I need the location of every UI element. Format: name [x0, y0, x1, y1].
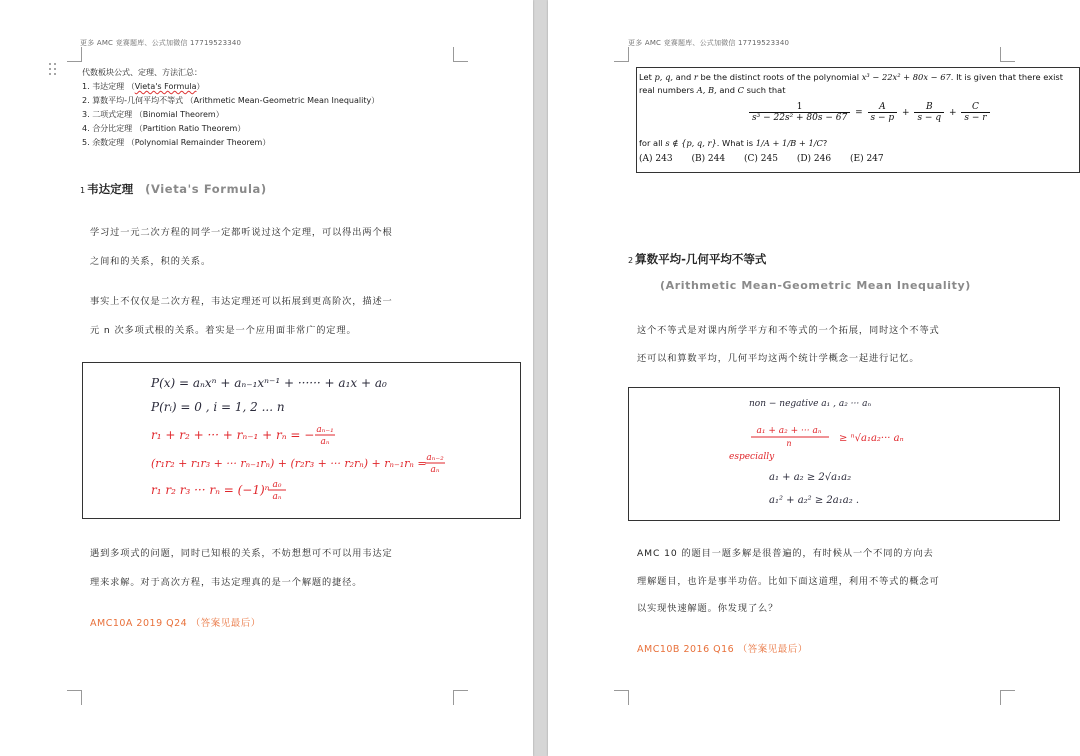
figure-line: a₁ + a₂ ≥ 2√a₁a₂ — [769, 472, 852, 483]
crop-mark — [453, 47, 468, 62]
answer-choices — [639, 154, 900, 164]
crop-mark — [614, 47, 629, 62]
paragraph-line: 事实上不仅仅是二次方程，韦达定理还可以拓展到更高阶次，描述一 — [90, 296, 393, 307]
paragraph-line: 这个不等式是对课内所学平方和不等式的一个拓展，同时这个不等式 — [637, 325, 940, 336]
problem-line: real numbers A, B, and C such that — [639, 85, 786, 95]
section-2-title: 2 算数平均-几何平均不等式 — [628, 252, 767, 266]
svg-text:aₙ: aₙ — [320, 437, 330, 447]
svg-text:aₙ₋₁: aₙ₋₁ — [316, 425, 334, 435]
problem-line: Let p, q, and r be the distinct roots of the polynomial x³ − 22x² + 80x − 67. It is given that there exist — [639, 72, 1063, 82]
paragraph-line: 元 n 次多项式根的关系。着实是一个应用面非常广的定理。 — [90, 325, 357, 336]
problem-equation: $\frac{1}{\text{s³ − 22s² + 80s − 67}}$ = $\frac{A}{s - p}$ + $\frac{B}{s - q}$ + $\frac{C}{s - r}$ — [747, 102, 992, 123]
crop-mark — [1000, 47, 1015, 62]
especially-note: especially — [729, 452, 775, 462]
problem-reference: AMC10A 2019 Q24 （答案见最后） — [90, 618, 261, 629]
section-1-title: 1 韦达定理 (Vieta's Formula) — [80, 182, 267, 196]
paragraph-line: 遇到多项式的问题，同时已知根的关系，不妨想想可不可以用韦达定 — [90, 548, 393, 559]
choice-a: (A) 243 — [639, 154, 673, 164]
summary-item: 1. 韦达定理 （Vieta's Formula） — [82, 82, 205, 91]
summary-item: 2. 算数平均-几何平均不等式 （Arithmetic Mean-Geometric Mean Inequality） — [82, 96, 380, 105]
section-2-subtitle: (Arithmetic Mean-Geometric Mean Inequality) — [660, 279, 971, 292]
paragraph-line: 还可以和算数平均，几何平均这两个统计学概念一起进行记忆。 — [637, 353, 920, 364]
svg-text:aₙ₋₂: aₙ₋₂ — [426, 453, 444, 463]
figure-line: r₁ r₂ r₃ ··· rₙ = (−1)ⁿ — [151, 483, 270, 497]
page-header-note: 更多 AMC 竞赛题库、公式加微信 17719523340 — [80, 39, 242, 47]
svg-text:a₀: a₀ — [272, 480, 282, 490]
summary-item: 4. 合分比定理 （Partition Ratio Theorem） — [82, 124, 246, 133]
vieta-handwritten-figure — [82, 362, 521, 519]
summary-list — [82, 66, 379, 150]
figure-line: P(x) = aₙxⁿ + aₙ₋₁xⁿ⁻¹ + ······ + a₁x + a₀ — [151, 376, 387, 390]
crop-mark — [67, 47, 82, 62]
figure-line: a₁² + a₂² ≥ 2a₁a₂ . — [769, 495, 860, 506]
paragraph-line: 以实现快速解题。你发现了么？ — [637, 603, 779, 614]
problem-reference: AMC10B 2016 Q16 （答案见最后） — [637, 644, 808, 655]
svg-text:aₙ: aₙ — [430, 465, 440, 475]
svg-text:aₙ: aₙ — [272, 492, 282, 502]
paragraph-line: 理解题目，也许是事半功倍。比如下面这道理，利用不等式的概念可 — [637, 576, 940, 587]
choice-d: (D) 246 — [796, 154, 832, 164]
page-header-note: 更多 AMC 竞赛题库、公式加微信 17719523340 — [628, 39, 790, 47]
paragraph-line: AMC 10 的题目一题多解是很普遍的，有时候从一个不同的方向去 — [637, 548, 934, 559]
summary-item: 5. 余数定理 （Polynomial Remainder Theorem） — [82, 138, 271, 147]
choice-c: (C) 245 — [744, 154, 778, 164]
summary-heading: 代数板块公式、定理、方法汇总： — [82, 68, 202, 77]
figure-line: r₁ + r₂ + ··· + rₙ₋₁ + rₙ = − — [151, 428, 315, 442]
summary-item: 3. 二项式定理 （Binomial Theorem） — [82, 110, 224, 119]
figure-line: non − negative a₁ , a₂ ··· aₙ — [749, 399, 872, 409]
amgm-handwritten-figure — [628, 387, 1060, 521]
svg-text:n: n — [786, 439, 792, 448]
choice-e: (E) 247 — [849, 154, 884, 164]
svg-text:≥ ⁿ√a₁a₂··· aₙ: ≥ ⁿ√a₁a₂··· aₙ — [839, 433, 904, 444]
crop-mark — [67, 690, 82, 705]
crop-mark — [1000, 690, 1015, 705]
problem-line: for all s ∉ {p, q, r}. What is 1/A + 1/B + 1/C? — [639, 138, 828, 148]
paragraph-line: 之间和的关系，积的关系。 — [90, 256, 212, 267]
figure-line: P(rᵢ) = 0 , i = 1, 2 ... n — [151, 400, 285, 414]
figure-line: (r₁r₂ + r₁r₃ + ··· rₙ₋₁rₙ) + (r₂r₃ + ··· r₂rₙ) + rₙ₋₁rₙ = — [151, 457, 427, 470]
spellcheck-word[interactable]: Vieta's Formula — [134, 82, 197, 91]
crop-mark — [614, 690, 629, 705]
choice-b: (B) 244 — [691, 154, 726, 164]
svg-text:a₁ + a₂ + ··· aₙ: a₁ + a₂ + ··· aₙ — [756, 426, 822, 436]
paragraph-line: 理来求解。对于高次方程，韦达定理真的是一个解题的捷径。 — [90, 577, 363, 588]
crop-mark — [453, 690, 468, 705]
amc-problem-box — [636, 67, 1080, 173]
paragraph-line: 学习过一元二次方程的同学一定都听说过这个定理，可以得出两个根 — [90, 227, 393, 238]
drag-handle-icon[interactable] — [49, 63, 59, 75]
document-page-left — [0, 0, 533, 756]
